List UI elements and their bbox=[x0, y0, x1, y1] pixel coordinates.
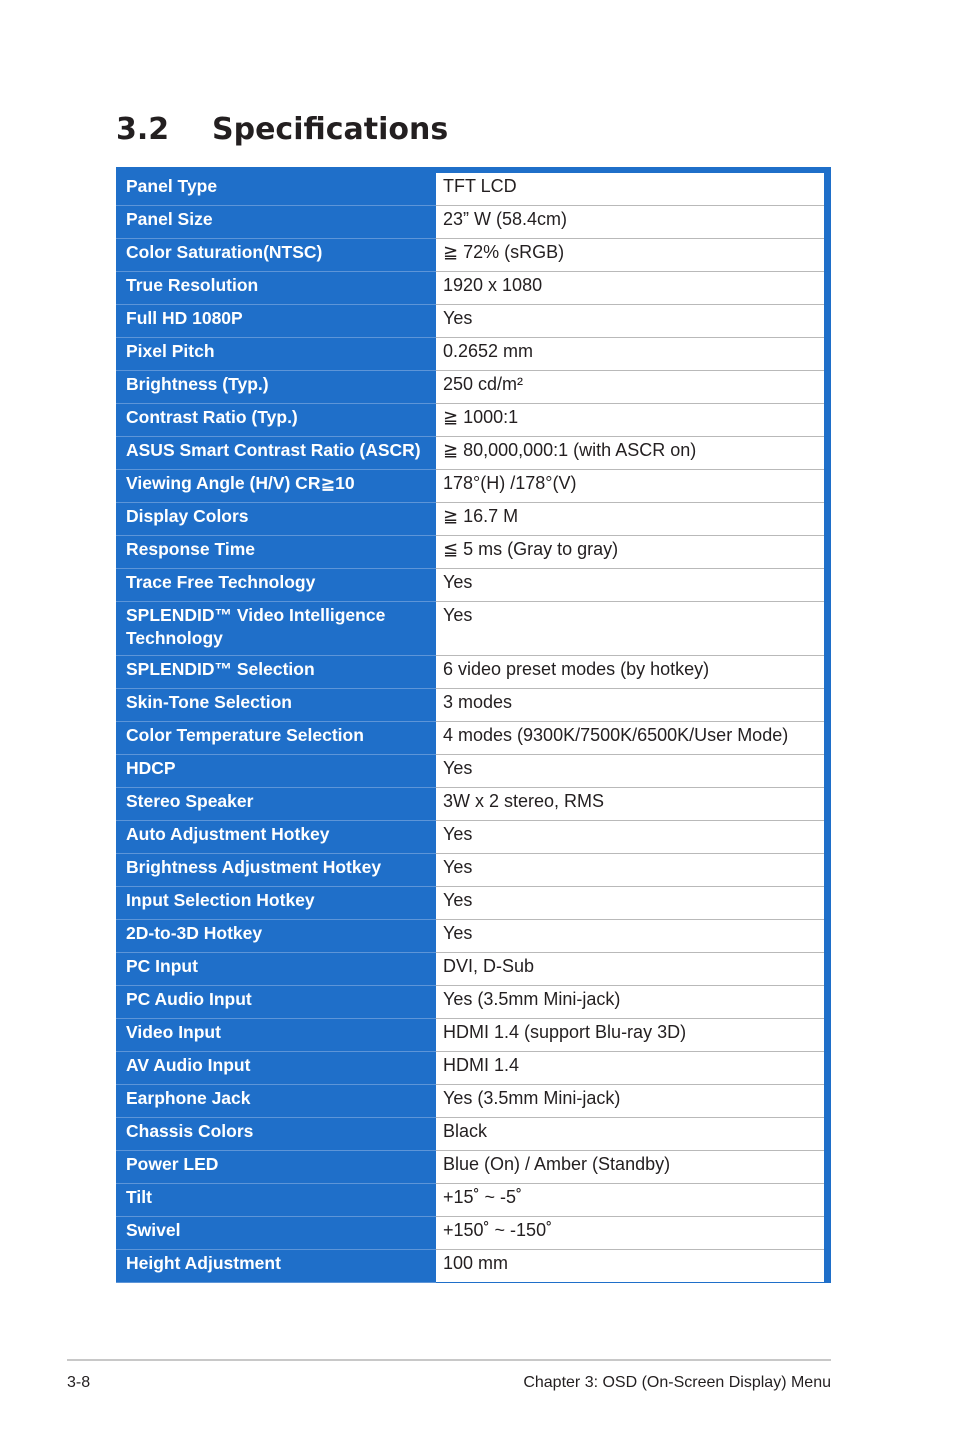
spec-label: Pixel Pitch bbox=[116, 338, 436, 371]
spec-label: SPLENDID™ Video Intelligence Technology bbox=[116, 602, 436, 656]
spec-label: SPLENDID™ Selection bbox=[116, 656, 436, 689]
table-row bbox=[116, 272, 824, 305]
table-row bbox=[116, 1085, 824, 1118]
table-row bbox=[116, 1151, 824, 1184]
spec-value: 3W x 2 stereo, RMS bbox=[436, 788, 824, 820]
spec-label: Power LED bbox=[116, 1151, 436, 1184]
spec-label: True Resolution bbox=[116, 272, 436, 305]
spec-value: 1920 x 1080 bbox=[436, 272, 824, 304]
spec-value: DVI, D-Sub bbox=[436, 953, 824, 985]
table-row bbox=[116, 206, 824, 239]
spec-label: Swivel bbox=[116, 1217, 436, 1250]
spec-value: Blue (On) / Amber (Standby) bbox=[436, 1151, 824, 1183]
table-row bbox=[116, 338, 824, 371]
spec-label: Contrast Ratio (Typ.) bbox=[116, 404, 436, 437]
table-row bbox=[116, 1217, 824, 1250]
spec-label: Color Saturation(NTSC) bbox=[116, 239, 436, 272]
spec-value: ≧ 72% (sRGB) bbox=[436, 239, 824, 271]
table-row bbox=[116, 953, 824, 986]
table-row bbox=[116, 239, 824, 272]
spec-value: 178°(H) /178°(V) bbox=[436, 470, 824, 502]
table-row bbox=[116, 986, 824, 1019]
spec-value: 250 cd/m² bbox=[436, 371, 824, 403]
spec-value: Yes bbox=[436, 920, 824, 952]
table-row bbox=[116, 722, 824, 755]
table-row bbox=[116, 788, 824, 821]
spec-label: Earphone Jack bbox=[116, 1085, 436, 1118]
table-row bbox=[116, 656, 824, 689]
table-row bbox=[116, 404, 824, 437]
spec-label: PC Audio Input bbox=[116, 986, 436, 1019]
table-row bbox=[116, 920, 824, 953]
spec-label: Full HD 1080P bbox=[116, 305, 436, 338]
spec-value: ≧ 80,000,000:1 (with ASCR on) bbox=[436, 437, 824, 469]
spec-value: ≦ 5 ms (Gray to gray) bbox=[436, 536, 824, 568]
spec-value: Yes (3.5mm Mini-jack) bbox=[436, 986, 824, 1018]
spec-value: +150˚ ~ -150˚ bbox=[436, 1217, 824, 1249]
spec-label: Video Input bbox=[116, 1019, 436, 1052]
table-row bbox=[116, 371, 824, 404]
table-row bbox=[116, 536, 824, 569]
spec-value: TFT LCD bbox=[436, 173, 824, 205]
table-row bbox=[116, 470, 824, 503]
table-row bbox=[116, 503, 824, 536]
table-row bbox=[116, 1052, 824, 1085]
spec-value: Yes (3.5mm Mini-jack) bbox=[436, 1085, 824, 1117]
spec-value: +15˚ ~ -5˚ bbox=[436, 1184, 824, 1216]
spec-label: Display Colors bbox=[116, 503, 436, 536]
spec-label: Tilt bbox=[116, 1184, 436, 1217]
page-number: 3-8 bbox=[67, 1374, 91, 1391]
spec-value: Yes bbox=[436, 569, 824, 601]
table-row bbox=[116, 854, 824, 887]
spec-label: ASUS Smart Contrast Ratio (ASCR) bbox=[116, 437, 436, 470]
spec-value: HDMI 1.4 bbox=[436, 1052, 824, 1084]
specifications-table bbox=[116, 167, 831, 1283]
spec-value: ≧ 1000:1 bbox=[436, 404, 824, 436]
chapter-title: Chapter 3: OSD (On-Screen Display) Menu bbox=[523, 1374, 831, 1391]
spec-label: Color Temperature Selection bbox=[116, 722, 436, 755]
spec-label: Height Adjustment bbox=[116, 1250, 436, 1283]
spec-value: 100 mm bbox=[436, 1250, 824, 1282]
spec-label: Brightness Adjustment Hotkey bbox=[116, 854, 436, 887]
table-row bbox=[116, 569, 824, 602]
spec-label: AV Audio Input bbox=[116, 1052, 436, 1085]
spec-label: HDCP bbox=[116, 755, 436, 788]
spec-label: Chassis Colors bbox=[116, 1118, 436, 1151]
table-row bbox=[116, 602, 824, 656]
spec-value: 3 modes bbox=[436, 689, 824, 721]
table-row bbox=[116, 1250, 824, 1282]
spec-value: Yes bbox=[436, 887, 824, 919]
spec-value: Yes bbox=[436, 821, 824, 853]
spec-label: Panel Size bbox=[116, 206, 436, 239]
spec-label: Viewing Angle (H/V) CR≧10 bbox=[116, 470, 436, 503]
footer-divider bbox=[67, 1359, 831, 1361]
spec-label: PC Input bbox=[116, 953, 436, 986]
table-row bbox=[116, 1184, 824, 1217]
spec-value: Yes bbox=[436, 755, 824, 787]
table-row bbox=[116, 173, 824, 206]
spec-label: Stereo Speaker bbox=[116, 788, 436, 821]
table-row bbox=[116, 821, 824, 854]
spec-value: ≧ 16.7 M bbox=[436, 503, 824, 535]
section-title bbox=[116, 112, 448, 147]
table-row bbox=[116, 755, 824, 788]
spec-label: Response Time bbox=[116, 536, 436, 569]
spec-value: Yes bbox=[436, 305, 824, 337]
spec-label: Input Selection Hotkey bbox=[116, 887, 436, 920]
section-number: 3.2 bbox=[116, 112, 170, 147]
spec-value: 4 modes (9300K/7500K/6500K/User Mode) bbox=[436, 722, 824, 754]
table-row bbox=[116, 1118, 824, 1151]
spec-value: 0.2652 mm bbox=[436, 338, 824, 370]
table-row bbox=[116, 437, 824, 470]
section-heading: Specifications bbox=[212, 112, 449, 147]
spec-label: Trace Free Technology bbox=[116, 569, 436, 602]
table-row bbox=[116, 305, 824, 338]
spec-value: Black bbox=[436, 1118, 824, 1150]
spec-value: Yes bbox=[436, 854, 824, 886]
spec-value: 6 video preset modes (by hotkey) bbox=[436, 656, 824, 688]
spec-label: Skin-Tone Selection bbox=[116, 689, 436, 722]
table-row bbox=[116, 689, 824, 722]
spec-value: Yes bbox=[436, 602, 824, 655]
table-row bbox=[116, 1019, 824, 1052]
spec-value: HDMI 1.4 (support Blu-ray 3D) bbox=[436, 1019, 824, 1051]
spec-label: Auto Adjustment Hotkey bbox=[116, 821, 436, 854]
table-row bbox=[116, 887, 824, 920]
spec-label: Panel Type bbox=[116, 173, 436, 206]
spec-label: Brightness (Typ.) bbox=[116, 371, 436, 404]
spec-value: 23” W (58.4cm) bbox=[436, 206, 824, 238]
spec-label: 2D-to-3D Hotkey bbox=[116, 920, 436, 953]
